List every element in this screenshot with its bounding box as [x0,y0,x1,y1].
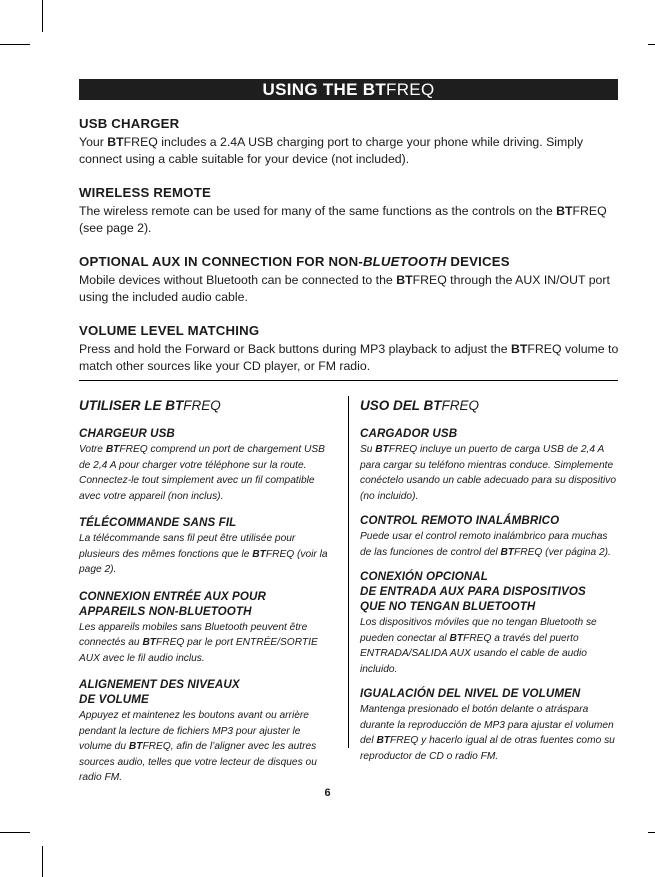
title-bold: UTILISER LE BT [79,398,184,413]
body-text: FREQ through the AUX IN/OUT port using the included audio cable. [79,273,610,304]
fr-remote-section [79,515,335,578]
brand-bt: BT [376,735,391,746]
body-text: Los dispositivos móviles que no tengan Bluetooth se pueden conectar al [360,617,597,644]
section-body [79,442,335,504]
body-text: Puede usar el control remoto inalámbrico para muchas de las funciones de control del [360,531,608,558]
section-body [79,620,335,667]
body-text: FREQ (ver página 2). [514,546,611,558]
brand-bt: BT [107,135,124,149]
brand-bt: BT [500,546,515,558]
body-text: Les appareils mobiles sans Bluetooth peuvent être connectés au [79,621,308,648]
body-text: FREQ (see page 2). [79,204,607,235]
spanish-column [360,398,618,773]
body-text: FREQ y hacerlo igual al de otras fuentes como su reproductor de CD o radio FM. [360,735,615,762]
heading-line: CONNEXION ENTRÉE AUX POUR [79,589,266,603]
body-text: FREQ (voir la page 2). [79,548,328,575]
body-text: FREQ par le port ENTRÉE/SORTIE AUX avec le fil audio inclus. [79,637,318,664]
section-body [360,615,618,677]
banner-title-light: FREQ [386,80,435,99]
french-title [79,398,335,414]
brand-bt: BT [396,273,413,287]
brand-bt: BT [556,204,573,218]
heading-part: DEVICES [446,254,510,269]
es-volume-section [360,686,618,764]
page-number: 6 [324,787,331,799]
brand-bt: BT [511,342,528,356]
spanish-title [360,398,618,414]
body-text: FREQ includes a 2.4A USB charging port to charge your phone while driving. Simply connect using a cable suitable for your device (not included). [79,135,583,166]
section-heading: CONTROL REMOTO INALÁMBRICO [360,514,560,527]
french-column [79,398,335,797]
body-text: Mobile devices without Bluetooth can be connected to the [79,273,397,287]
heading-line: APPAREILS NON-BLUETOOTH [79,604,252,618]
section-heading: USB CHARGER [79,116,180,131]
section-heading [79,589,335,619]
fr-volume-section [79,677,335,786]
section-body [79,531,335,578]
body-text: FREQ incluye un puerto de carga USB de 2,4 A para cargar su teléfono mientras conduce. Simplemente conéctelo usando un cable adecuado para su dispositivo (no incluido). [360,444,617,502]
section-heading: WIRELESS REMOTE [79,185,211,200]
fr-usb-section [79,426,335,504]
english-section [79,116,619,375]
body-text: Su [360,444,376,455]
section-body [360,442,618,504]
section-heading [360,569,618,614]
heading-line: DE VOLUME [79,693,149,706]
body-text: Votre [79,444,106,455]
body-text: Mantenga presionado el botón delante o atráspara durante la reproducción de MP3 para ajustar el volumen del [360,704,614,746]
section-heading [79,254,619,270]
section-heading [79,677,335,707]
body-text: FREQ, afin de l’aligner avec les autres sources audio, telles que votre lecteur de disques ou radio FM. [79,741,317,783]
section-body [79,203,619,237]
section-body [79,341,619,375]
body-text: FREQ comprend un port de chargement USB de 2,4 A pour charger votre téléphone sur la route. Connectez-le tout simplement avec un fil compatible avec votre appareil (non inclus). [79,444,325,502]
volume-matching-section [79,323,619,375]
heading-line: QUE NO TENGAN BLUETOOTH [360,600,536,613]
body-text: La télécommande sans fil peut être utilisée pour plusieurs des mêmes fonctions que le [79,533,296,560]
es-aux-section [360,569,618,677]
aux-in-section [79,254,619,306]
title-light: FREQ [183,398,221,413]
body-text: Appuyez et maintenez les boutons avant ou arrière pendant la lecture de fichiers MP3 pour ajuster le volume du [79,710,309,752]
fr-aux-section [79,589,335,667]
section-body [79,134,619,168]
title-light: FREQ [441,398,480,413]
section-heading: CARGADOR USB [360,427,458,440]
heading-line: ALIGNEMENT DES NIVEAUX [79,678,240,691]
usb-charger-section [79,116,619,168]
section-body [360,529,618,560]
body-text: FREQ a través del puerto ENTRADA/SALIDA AUX usando el cable de audio incluido. [360,632,587,675]
section-body [79,708,335,786]
horizontal-divider [79,380,618,381]
wireless-remote-section [79,185,619,237]
brand-bt: BT [449,632,464,644]
title-bold: USO DEL BT [360,398,442,413]
brand-bt: BT [128,741,143,752]
section-body [360,702,618,764]
heading-line: DE ENTRADA AUX PARA DISPOSITIVOS [360,585,586,598]
page-title-banner [79,79,618,100]
section-heading: IGUALACIÓN DEL NIVEL DE VOLUMEN [360,687,581,700]
body-text: FREQ volume to match other sources like your CD player, or FM radio. [79,342,619,373]
heading-line: CONEXIÓN OPCIONAL [360,570,488,583]
section-heading: CHARGEUR USB [79,427,175,440]
heading-part-italic: BLUETOOTH [362,254,447,269]
heading-part: OPTIONAL AUX IN CONNECTION FOR NON- [79,254,363,269]
section-heading: TÉLÉCOMMANDE SANS FIL [79,516,237,529]
brand-bt: BT [375,444,389,455]
es-remote-section [360,513,618,560]
section-heading: VOLUME LEVEL MATCHING [79,323,260,338]
body-text: The wireless remote can be used for many of the same functions as the controls on the [79,204,557,218]
brand-bt: BT [142,637,157,648]
column-divider [348,396,349,748]
body-text: Your [79,135,108,149]
brand-bt: BT [252,548,266,560]
section-body [79,272,619,306]
brand-bt: BT [105,444,120,455]
banner-title-bold: USING THE BT [262,80,387,99]
body-text: Press and hold the Forward or Back buttons during MP3 playback to adjust the [79,342,511,356]
es-usb-section [360,426,618,504]
